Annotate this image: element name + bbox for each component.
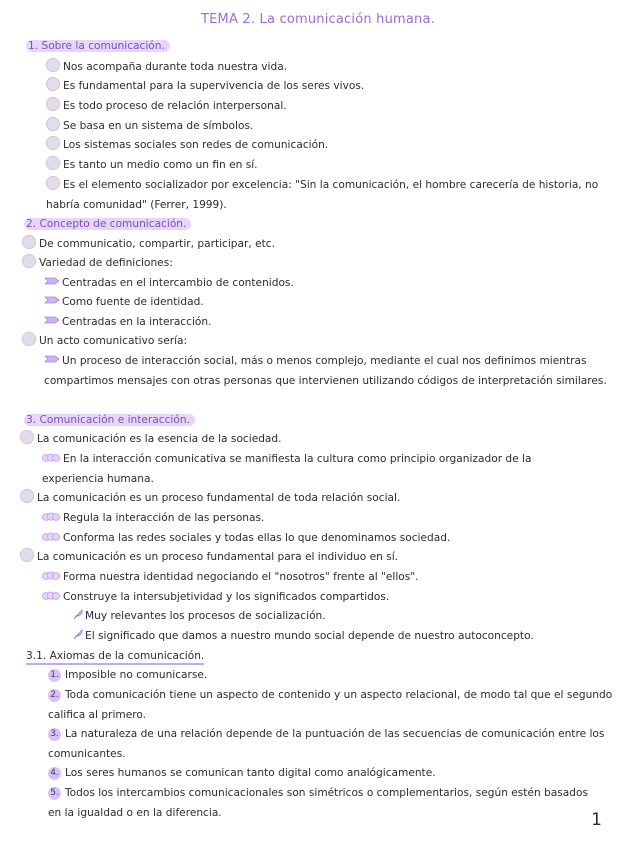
axiom-item: 2. Toda comunicación tiene un aspecto de contenido y un aspecto relacional, de modo tal que el segundo califica al primero.: [48, 689, 613, 721]
axiom-item: 1. Imposible no comunicarse.: [48, 666, 207, 686]
number-badge: 5.: [48, 787, 61, 800]
feather-bullet-icon: [72, 608, 84, 620]
bullet-dot-icon: [46, 156, 60, 170]
list-item: Un acto comunicativo sería:: [22, 332, 187, 352]
bullet-dot-icon: [46, 77, 60, 91]
list-item: Es el elemento socializador por excelencia: "Sin la comunicación, el hombre carecería de historia, no habría comunidad" (Ferrer, 1999).: [46, 176, 618, 215]
cloud-bullet-icon: [42, 571, 60, 580]
bullet-dot-icon: [46, 97, 60, 111]
cloud-bullet-icon: [42, 512, 60, 521]
bullet-dot-icon: [46, 117, 60, 131]
bullet-dot-icon: [22, 332, 36, 346]
list-item: Nos acompaña durante toda nuestra vida.: [46, 58, 287, 78]
subsection-heading: 3.1. Axiomas de la comunicación.: [26, 647, 204, 667]
list-item: Es tanto un medio como un fin en sí.: [46, 156, 258, 176]
sub-list-item: Centradas en la interacción.: [44, 313, 211, 333]
arrow-bullet-icon: [44, 316, 60, 324]
sub-list-item: Conforma las redes sociales y todas ellas lo que denominamos sociedad.: [42, 529, 450, 549]
axiom-item: 4. Los seres humanos se comunican tanto digital como analógicamente.: [48, 764, 436, 784]
sub-list-item: Como fuente de identidad.: [44, 293, 204, 313]
number-badge: 1.: [48, 669, 61, 682]
cloud-bullet-icon: [42, 532, 60, 541]
arrow-bullet-icon: [44, 355, 60, 363]
axiom-item: 5. Todos los intercambios comunicacionales son simétricos o complementarios, según estén basados en la igualdad o en la diferencia.: [48, 787, 589, 819]
bullet-dot-icon: [22, 254, 36, 268]
list-item: La comunicación es un proceso fundamental para el individuo en sí.: [20, 548, 398, 568]
section-heading: 2. Concepto de comunicación.: [24, 215, 191, 235]
feather-bullet-icon: [72, 628, 84, 640]
section-heading: 3. Comunicación e interacción.: [24, 411, 195, 431]
arrow-bullet-icon: [44, 277, 60, 285]
axiom-item: 3. La naturaleza de una relación depende de la puntuación de las secuencias de comunicación entre los comunicantes.: [48, 728, 605, 760]
bullet-dot-icon: [20, 489, 34, 503]
arrow-bullet-icon: [44, 296, 60, 304]
bullet-dot-icon: [22, 235, 36, 249]
list-item: Los sistemas sociales son redes de comunicación.: [46, 136, 328, 156]
list-item: Variedad de definiciones:: [22, 254, 173, 274]
bullet-dot-icon: [46, 176, 60, 190]
cloud-bullet-icon: [42, 591, 60, 600]
list-item: Es todo proceso de relación interpersonal.: [46, 97, 287, 117]
page-number: 1: [591, 810, 602, 830]
list-item: De communicatio, compartir, participar, etc.: [22, 235, 275, 255]
sub-list-item: Un proceso de interacción social, más o menos complejo, mediante el cual nos definimos mientras compartimos mensajes con otras personas que intervienen utilizando códigos de interpretación similares.: [44, 355, 607, 387]
bullet-dot-icon: [20, 430, 34, 444]
sub-list-item: En la interacción comunicativa se manifiesta la cultura como principio organizador de la experiencia humana.: [42, 453, 532, 485]
number-badge: 2.: [48, 689, 61, 702]
number-badge: 3.: [48, 728, 61, 741]
sub-sub-list-item: El significado que damos a nuestro mundo social depende de nuestro autoconcepto.: [72, 627, 534, 647]
bullet-dot-icon: [20, 548, 34, 562]
cloud-bullet-icon: [42, 453, 60, 462]
bullet-dot-icon: [46, 58, 60, 72]
bullet-dot-icon: [46, 136, 60, 150]
number-badge: 4.: [48, 767, 61, 780]
sub-sub-list-item: Muy relevantes los procesos de socialización.: [72, 607, 326, 627]
page-title: TEMA 2. La comunicación humana.: [201, 12, 435, 27]
list-item: Se basa en un sistema de símbolos.: [46, 117, 253, 137]
list-item: La comunicación es la esencia de la sociedad.: [20, 430, 282, 450]
list-item: Es fundamental para la supervivencia de los seres vivos.: [46, 77, 364, 97]
sub-list-item: Construye la intersubjetividad y los significados compartidos.: [42, 588, 389, 608]
section-heading: 1. Sobre la comunicación.: [26, 37, 170, 57]
sub-list-item: Centradas en el intercambio de contenidos.: [44, 274, 294, 294]
sub-list-item: Forma nuestra identidad negociando el "nosotros" frente al "ellos".: [42, 568, 419, 588]
sub-list-item: Regula la interacción de las personas.: [42, 509, 264, 529]
list-item: La comunicación es un proceso fundamental de toda relación social.: [20, 489, 400, 509]
